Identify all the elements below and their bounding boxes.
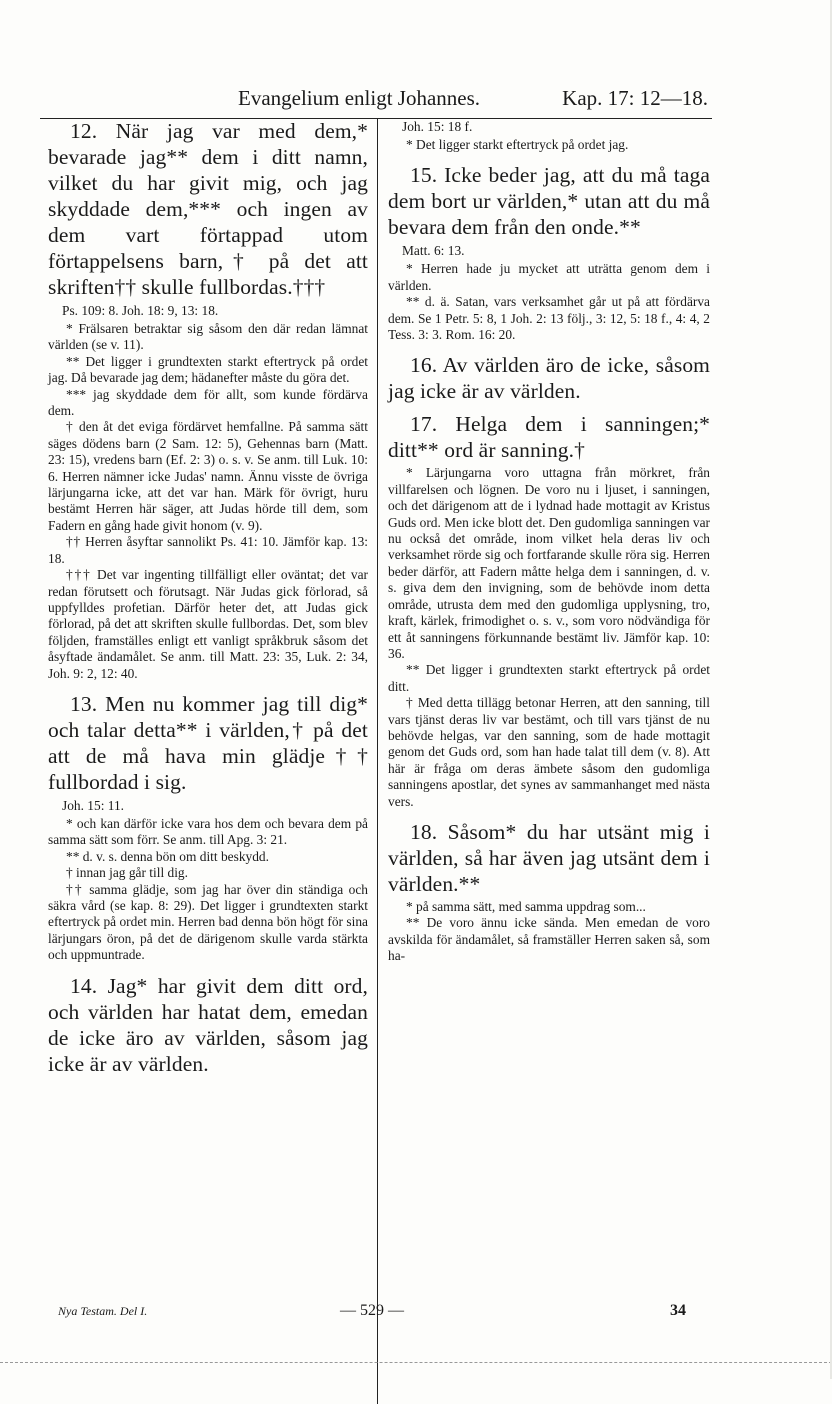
header-chapter-reference: Kap. 17: 12—18.: [562, 86, 708, 110]
verse-12-note-5: †† Herren åsyftar sannolikt Ps. 41: 10. Jämför kap. 13: 18.: [48, 534, 368, 566]
verse-18-note-2: ** De voro ännu icke sända. Men emedan de voro avskilda för ändamålet, så framställer Herren saken så, som ha-: [388, 915, 710, 964]
verse-14-cross-reference: Joh. 15: 18 f.: [402, 119, 473, 134]
page-footer: [58, 1302, 698, 1322]
column-divider: [377, 118, 378, 1404]
verse-15-note-1: * Herren hade ju mycket att uträtta genom dem i världen.: [388, 261, 710, 293]
verse-17-note-1: * Lärjungarna voro uttagna från mörkret, från villfarelsen och lögnen. De voro nu i ljuset, i sanningen, och det därigenom att de i lydnad hade mottagit av Kristus Guds ord. Men icke blott det. Den gudomliga sanningen var nu också det område, inom vilket hela deras liv och verksamhet rörde sig och fortfarande skulle röra sig. Herren beder därför, att Fadern måtte helga dem i sanningen, d. v. s. giva dem den invigning, som de behövde inom detta område, utrusta dem med den gudomliga upplysning, tro, kraft, kärlek, frimodighet o. s. v., som voro nödvändiga för ett åt sanningens förkunnande bestämt liv. Jämför kap. 10: 36.: [388, 465, 710, 661]
header-title: Evangelium enligt Johannes.: [238, 86, 481, 110]
verse-12-note-1: * Frälsaren betraktar sig såsom den där redan lämnat världen (se v. 11).: [48, 321, 368, 353]
verse-13-note-4: †† samma glädje, som jag har över din ständiga och säkra vård (se kap. 8: 29). Det ligger i grundtexten starkt eftertryck på ordet min. Herren bad denna bön högt för sina lärjungars öron, på det de därigenom skulle varda stärkta och uppmuntrade.: [48, 881, 368, 963]
scan-bottom-edge: [0, 1362, 832, 1363]
verse-15: 15. Icke beder jag, att du må taga dem bort ur världen,* utan att du må bevara dem från den onde.**: [388, 163, 710, 240]
verse-13-cross-reference: Joh. 15: 11.: [62, 797, 124, 813]
verse-13: 13. Men nu kommer jag till dig* och talar detta** i världen,† på det att de må hava min glädje†† fullbordad i sig.: [48, 691, 368, 794]
verse-18-note-1: * på samma sätt, med samma uppdrag som...: [406, 898, 646, 914]
verse-17-note-2: ** Det ligger i grundtexten starkt eftertryck på ordet ditt.: [388, 662, 710, 694]
verse-15-cross-reference: Matt. 6: 13.: [402, 243, 465, 259]
page-number: — 529 —: [340, 1302, 404, 1319]
verse-17: 17. Helga dem i sanningen;* ditt** ord är sanning.†: [388, 412, 710, 463]
verse-14: 14. Jag* har givit dem ditt ord, och världen har hatat dem, emedan de icke äro av världen, såsom jag icke är av världen.: [48, 973, 368, 1076]
verse-17-note-3: † Med detta tillägg betonar Herren, att den sanning, till vars tjänst deras liv var bestämt, och till vars tjänst de nu behövde helgas, var den sanning, som de hade mottagit genom det Guds ord, som han hade talat till dem (v. 8). Att här är fråga om deras ämbete såsom den gudomliga sanningens apostlar, det synes av sammanhanget med nästa vers.: [388, 695, 710, 809]
verse-15-note-2: ** d. ä. Satan, vars verksamhet går ut på att fördärva dem. Se 1 Petr. 5: 8, 1 Joh. 2: 13 följ., 3: 12, 5: 18 f., 4: 4, 2 Tess. 3: 3. Rom. 16: 20.: [388, 294, 710, 343]
verse-12-cross-reference: Ps. 109: 8. Joh. 18: 9, 13: 18.: [62, 303, 219, 318]
verse-14-note-1: * Det ligger starkt eftertryck på ordet jag.: [406, 137, 629, 152]
verse-13-note-3: † innan jag går till dig.: [66, 865, 188, 881]
verse-12: 12. När jag var med dem,* bevarade jag** dem i ditt namn, vilket du har givit mig, och jag skyddade dem,*** och ingen av dem vart förtappad utom förtappelsens barn,† på det att skriften†† skulle fullbordas.†††: [48, 119, 368, 299]
verse-13-note-1: * och kan därför icke vara hos dem och bevara dem på samma sätt som förr. Se anm. till Apg. 3: 21.: [48, 815, 368, 848]
right-column: [388, 118, 710, 965]
footer-book-title: Nya Testam. Del I.: [58, 1304, 148, 1318]
verse-18: 18. Såsom* du har utsänt mig i världen, så har även jag utsänt dem i världen.**: [388, 819, 710, 896]
verse-12-note-3: *** jag skyddade dem för allt, som kunde fördärva dem.: [48, 386, 368, 419]
left-column: [48, 118, 368, 1079]
running-header: [40, 84, 712, 119]
verse-16: 16. Av världen äro de icke, såsom jag icke är av världen.: [388, 353, 710, 404]
verse-12-note-4: † den åt det eviga fördärvet hemfallne. På samma sätt säges dödens barn (2 Sam. 12: 5), Gehennas barn (Matt. 23: 15), vredens barn (Ef. 2: 3) o. s. v. Se anm. till Luk. 10: 6. Herren nämner icke Judas' namn. Ännu visste de övriga lärjungarna icke, att det var han. Märk för övrigt, huru bestämt Herren här säger, att Judas hörde till dem, som Fadern en gång hade givit honom (v. 9).: [48, 419, 368, 533]
verse-12-note-2: ** Det ligger i grundtexten starkt eftertryck på ordet jag. Då bevarade jag dem; hädanefter måste du göra det.: [48, 353, 368, 386]
signature-mark: 34: [670, 1302, 686, 1319]
verse-13-note-2: ** d. v. s. denna bön om ditt beskydd.: [66, 848, 269, 864]
verse-12-note-6: ††† Det var ingenting tillfälligt eller oväntat; det var redan förutsett och förutsagt. När Judas gick förlorad, så uppfylldes profetian. Därför heter det, att Judas gick förlorad, på det att skriften skulle fullbordas. Det, som blev följden, framställes enligt ett vanligt språkbruk såsom det åsyftade ändamålet. Se anm. till Matt. 23: 35, Luk. 2: 34, Joh. 9: 2, 12: 40.: [48, 567, 368, 681]
